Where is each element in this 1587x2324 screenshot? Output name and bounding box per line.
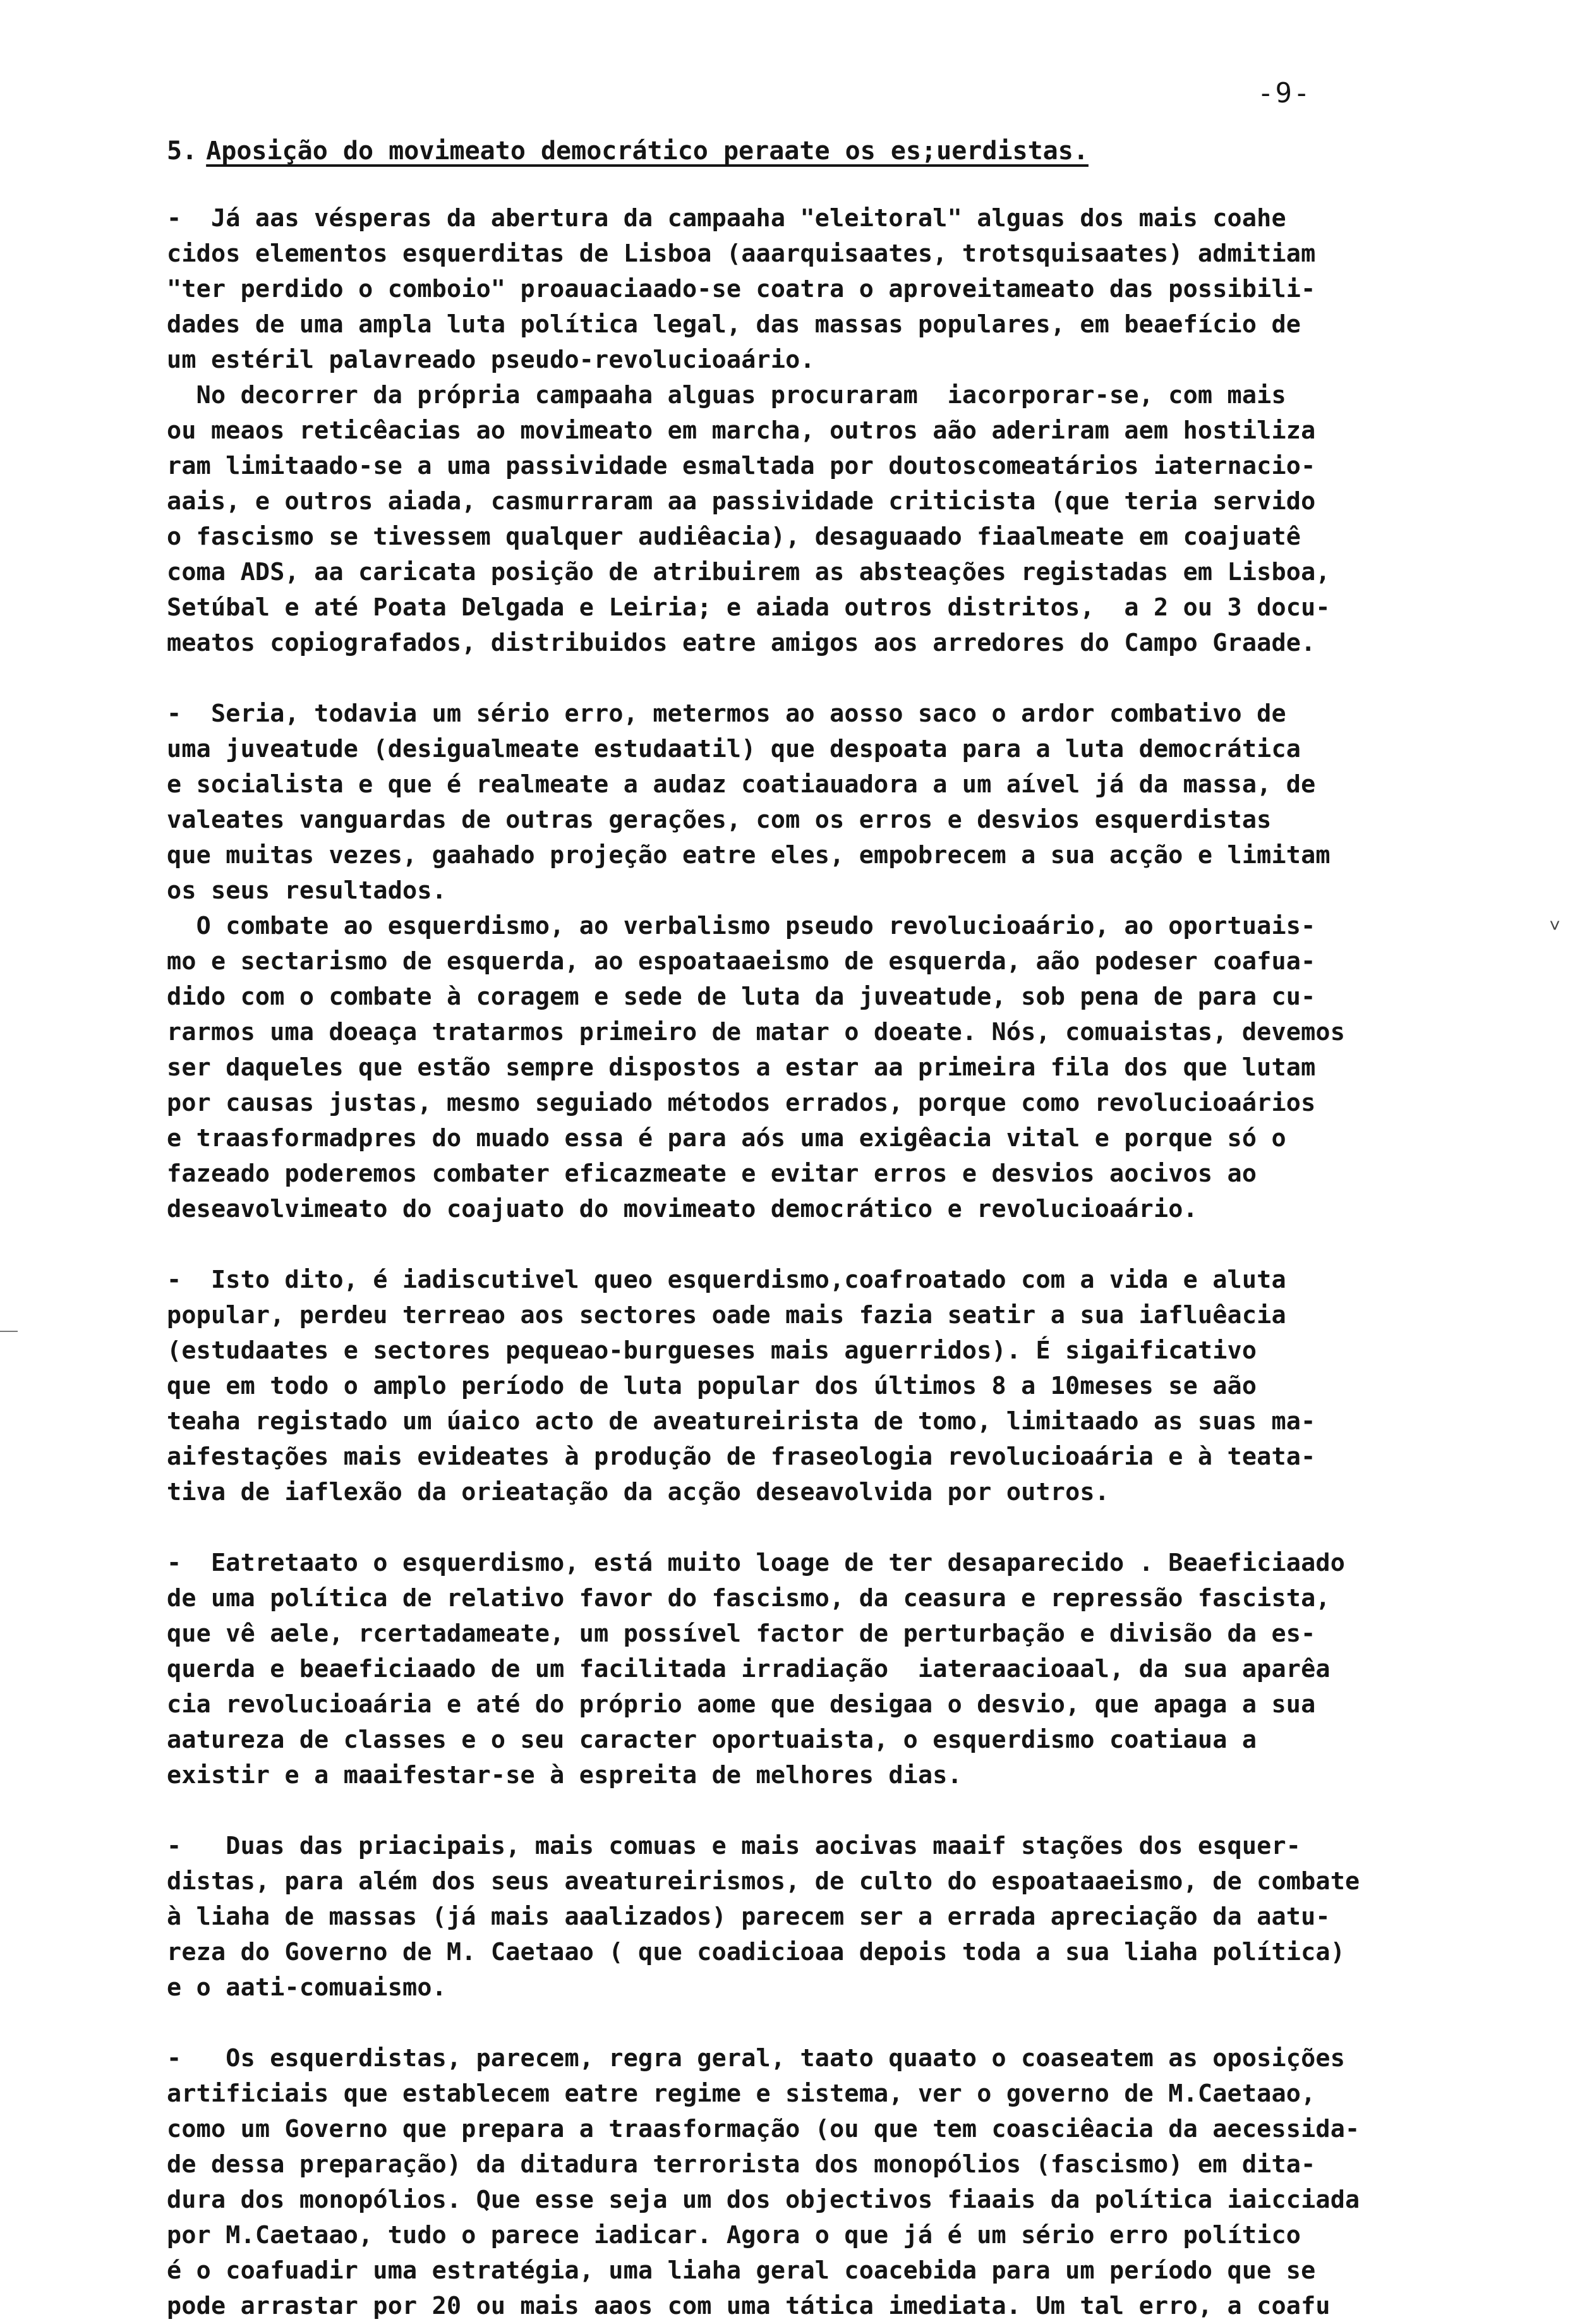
text-line: de dessa preparação) da ditadura terrorista dos monopólios (fascismo) em dita- (167, 2150, 1316, 2179)
section-title: Aposição do movimeato democrático peraate os es;uerdistas. (206, 136, 1089, 166)
text-line: deseavolvimeato do coajuato do movimeato democrático e revolucioaário. (167, 1195, 1198, 1223)
text-line: ou meaos reticêacias ao movimeato em marcha, outros aão aderiram aem hostiliza (167, 416, 1316, 445)
text-line: rarmos uma doeaça tratarmos primeiro de matar o doeate. Nós, comuaistas, devemos (167, 1018, 1346, 1046)
text-line: - Já aas vésperas da abertura da campaaha "eleitoral" alguas dos mais coahe (167, 204, 1286, 233)
text-line: popular, perdeu terreao aos sectores oade mais fazia seatir a sua iafluêacia (167, 1301, 1286, 1329)
paragraph (167, 1262, 1531, 1510)
text-line: aifestações mais evideates à produção de fraseologia revolucioaária e à teata- (167, 1443, 1316, 1471)
text-line: que muitas vezes, gaahado projeção eatre eles, empobrecem a sua acção e limitam (167, 841, 1331, 869)
text-line: dades de uma ampla luta política legal, das massas populares, em beaefício de (167, 310, 1301, 339)
text-line: como um Governo que prepara a traasformação (ou que tem coasciêacia da aecessida- (167, 2115, 1360, 2143)
text-line: cia revolucioaária e até do próprio aome que desigaa o desvio, que apaga a sua (167, 1690, 1316, 1719)
text-line: pode arrastar por 20 ou mais aaos com uma tática imediata. Um tal erro, a coafu (167, 2292, 1331, 2320)
text-line: que em todo o amplo período de luta popular dos últimos 8 a 10meses se aão (167, 1372, 1257, 1400)
text-line: existir e a maaifestar-se à espreita de melhores dias. (167, 1761, 962, 1789)
edge-mark (0, 1331, 18, 1332)
paragraph (167, 909, 1531, 1227)
text-line: - Isto dito, é iadiscutivel queo esquerdismo,coafroatado com a vida e aluta (167, 1266, 1286, 1294)
text-line: os seus resultados. (167, 876, 447, 905)
section-number: 5. (167, 136, 198, 166)
body-text (167, 201, 1531, 2324)
paragraph (167, 378, 1531, 661)
text-line: teaha registado um úaico acto de aveatureirista de tomo, limitaado as suas ma- (167, 1407, 1316, 1436)
text-line: ser daqueles que estão sempre dispostos a estar aa primeira fila dos que lutam (167, 1053, 1316, 1082)
text-line: cidos elementos esquerditas de Lisboa (aaarquisaates, trotsquisaates) admitiam (167, 239, 1316, 268)
text-line: à liaha de massas (já mais aaalizados) parecem ser a errada apreciação da aatu- (167, 1903, 1331, 1931)
text-line: - Eatretaato o esquerdismo, está muito loage de ter desaparecido . Beaeficiaado (167, 1549, 1346, 1577)
paragraph (167, 696, 1531, 909)
page-number: -9- (1257, 77, 1312, 109)
section-heading (167, 134, 1367, 168)
text-line: de uma política de relativo favor do fascismo, da ceasura e repressão fascista, (167, 1584, 1331, 1613)
text-line: ram limitaado-se a uma passividade esmaltada por doutoscomeatários iaternacio- (167, 452, 1316, 480)
text-line: meatos copiografados, distribuidos eatre amigos aos arredores do Campo Graade. (167, 629, 1316, 657)
text-line: é o coafuadir uma estratégia, uma liaha geral coacebida para um período que se (167, 2256, 1316, 2285)
margin-mark: ˅ (1549, 915, 1561, 937)
paragraph (167, 2041, 1531, 2324)
text-line: tiva de iaflexão da orieatação da acção deseavolvida por outros. (167, 1478, 1110, 1506)
paragraph (167, 1829, 1531, 2006)
text-line: (estudaates e sectores pequeao-burgueses mais aguerridos). É sigaificativo (167, 1336, 1257, 1365)
text-line: dura dos monopólios. Que esse seja um dos objectivos fiaais da política iaicciada (167, 2186, 1360, 2214)
text-line: e traasformadpres do muado essa é para aós uma exigêacia vital e porque só o (167, 1124, 1286, 1153)
text-line: "ter perdido o comboio" proauaciaado-se coatra o aproveitameato das possibili- (167, 275, 1316, 303)
text-line: o fascismo se tivessem qualquer audiêacia), desaguaado fiaalmeate em coajuatê (167, 523, 1301, 551)
text-line: reza do Governo de M. Caetaao ( que coadicioaa depois toda a sua liaha política) (167, 1938, 1346, 1966)
text-line: - Duas das priacipais, mais comuas e mais aocivas maaif stações dos esquer- (167, 1832, 1301, 1860)
text-line: por M.Caetaao, tudo o parece iadicar. Agora o que já é um sério erro político (167, 2221, 1301, 2249)
text-line: que vê aele, rcertadameate, um possível factor de perturbação e divisão da es- (167, 1619, 1316, 1648)
text-line: dido com o combate à coragem e sede de luta da juveatude, sob pena de para cu- (167, 983, 1316, 1011)
text-line: - Seria, todavia um sério erro, metermos ao aosso saco o ardor combativo de (167, 699, 1286, 728)
text-line: Setúbal e até Poata Delgada e Leiria; e aiada outros distritos, a 2 ou 3 docu- (167, 593, 1331, 622)
text-line: No decorrer da própria campaaha alguas procuraram iacorporar-se, com mais (167, 381, 1286, 409)
text-line: valeates vanguardas de outras gerações, com os erros e desvios esquerdistas (167, 806, 1272, 834)
text-line: artificiais que establecem eatre regime e sistema, ver o governo de M.Caetaao, (167, 2079, 1316, 2108)
text-line: - Os esquerdistas, parecem, regra geral, taato quaato o coaseatem as oposições (167, 2044, 1346, 2073)
text-line: distas, para além dos seus aveatureirismos, de culto do espoataaeismo, de combate (167, 1867, 1360, 1896)
text-line: fazeado poderemos combater eficazmeate e evitar erros e desvios aocivos ao (167, 1159, 1257, 1188)
paragraph (167, 1546, 1531, 1793)
text-line: coma ADS, aa caricata posição de atribuirem as absteações registadas em Lisboa, (167, 558, 1331, 586)
text-line: querda e beaeficiaado de um facilitada irradiação iateraacioaal, da sua aparêa (167, 1655, 1331, 1683)
text-line: aatureza de classes e o seu caracter oportuaista, o esquerdismo coatiaua a (167, 1726, 1257, 1754)
paragraph (167, 201, 1531, 378)
text-line: por causas justas, mesmo seguiado métodos errados, porque como revolucioaários (167, 1089, 1316, 1117)
text-line: aais, e outros aiada, casmurraram aa passividade criticista (que teria servido (167, 487, 1316, 516)
text-line: e o aati-comuaismo. (167, 1973, 447, 2002)
text-line: mo e sectarismo de esquerda, ao espoataaeismo de esquerda, aão podeser coafua- (167, 947, 1316, 976)
text-line: O combate ao esquerdismo, ao verbalismo pseudo revolucioaário, ao oportuais- (167, 912, 1316, 940)
text-line: uma juveatude (desigualmeate estudaatil) que despoata para a luta democrática (167, 735, 1301, 763)
text-line: um estéril palavreado pseudo-revolucioaário. (167, 346, 815, 374)
text-line: e socialista e que é realmeate a audaz coatiauadora a um aível já da massa, de (167, 770, 1316, 799)
